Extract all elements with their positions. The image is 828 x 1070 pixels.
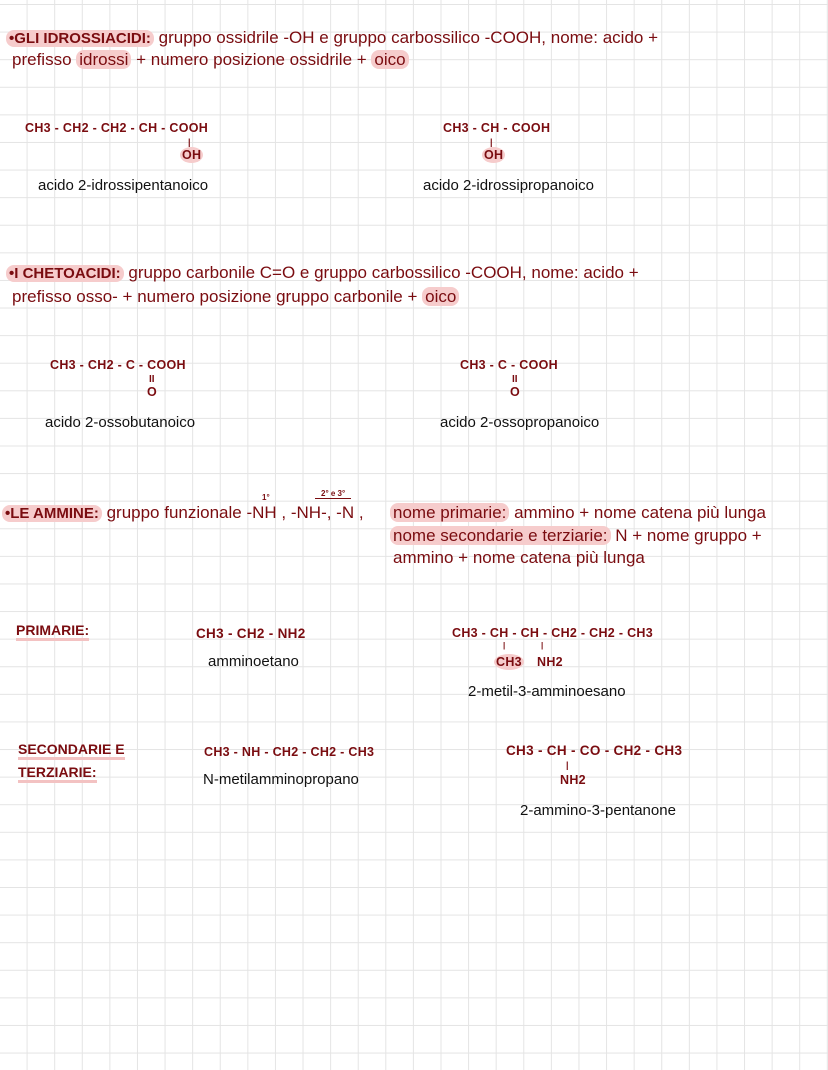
secondary-tertiary-mark: 2° e 3° — [315, 489, 351, 499]
bond-line: | — [541, 641, 544, 650]
section-title: •LE AMMINE: — [2, 505, 102, 522]
compound-name: 2-metil-3-amminoesano — [468, 683, 626, 700]
formula-substituent: O — [510, 385, 521, 399]
idrossiacidi-heading-line2 — [12, 50, 409, 70]
compound-name: acido 2-idrossipentanoico — [38, 177, 209, 194]
compound-name: acido 2-ossopropanoico — [440, 414, 600, 431]
formula-substituent — [482, 148, 505, 162]
formula-substituent: O — [147, 385, 158, 399]
ammine-rule-1 — [390, 503, 766, 523]
ammine-heading — [2, 503, 364, 523]
compound-name: acido 2-idrossipropanoico — [423, 177, 594, 194]
compound-name: 2-ammino-3-pentanone — [520, 802, 676, 819]
heading-text: prefisso — [12, 50, 77, 69]
substituent: OH — [182, 148, 202, 162]
ammine-rule-2 — [390, 526, 762, 546]
double-bond: II — [512, 374, 518, 385]
formula-chain: CH3 - CH2 - NH2 — [196, 626, 306, 641]
rule-text: N + nome gruppo + — [610, 526, 762, 545]
formula-chain: CH3 - CH - COOH — [443, 121, 551, 135]
formula-chain: CH3 - CH - CO - CH2 - CH3 — [506, 743, 683, 758]
secondarie-label-line1: SECONDARIE E — [18, 741, 125, 760]
chetoacidi-heading — [6, 263, 639, 283]
bond-line: | — [490, 137, 493, 147]
bond-line: | — [503, 641, 506, 650]
heading-text: prefisso osso- + numero posizione gruppo carbonile + — [12, 287, 423, 306]
heading-text: gruppo carbonile C=O e gruppo carbossilico -COOH, nome: acido + — [123, 263, 639, 282]
formula-substituent: NH2 — [560, 773, 586, 787]
formula-chain: CH3 - CH2 - CH2 - CH - COOH — [25, 121, 209, 135]
compound-name: amminoetano — [208, 653, 299, 670]
formula-chain: CH3 - C - COOH — [460, 358, 558, 372]
section-title: •I CHETOACIDI: — [6, 265, 124, 282]
heading-text: + numero posizione ossidrile + — [131, 50, 372, 69]
formula-substituent: NH2 — [537, 655, 563, 669]
formula-chain: CH3 - CH2 - C - COOH — [50, 358, 186, 372]
substituent: OH — [484, 148, 504, 162]
compound-name: N-metilamminopropano — [203, 771, 359, 788]
highlight-text: idrossi — [76, 50, 131, 69]
bond-line: | — [188, 137, 191, 147]
substituent: CH3 — [496, 655, 522, 669]
secondarie-label-line2: TERZIARIE: — [18, 764, 97, 783]
double-bond: II — [149, 374, 155, 385]
heading-text: gruppo funzionale -NH , -NH-, -N , — [101, 503, 364, 522]
primary-mark: 1° — [262, 493, 270, 502]
highlight-text: nome primarie: — [390, 503, 509, 522]
formula-chain: CH3 - CH - CH - CH2 - CH2 - CH3 — [452, 626, 653, 640]
chetoacidi-heading-line2 — [12, 287, 459, 307]
compound-name: acido 2-ossobutanoico — [45, 414, 196, 431]
highlight-text: oico — [371, 50, 408, 69]
idrossiacidi-heading — [6, 28, 658, 48]
bond-line: | — [566, 760, 569, 770]
section-title: •GLI IDROSSIACIDI: — [6, 30, 154, 47]
formula-substituent — [494, 655, 524, 669]
formula-substituent — [180, 148, 203, 162]
formula-chain: CH3 - NH - CH2 - CH2 - CH3 — [204, 745, 375, 759]
highlight-text: oico — [422, 287, 459, 306]
primarie-label: PRIMARIE: — [16, 622, 89, 641]
rule-text: ammino + nome catena più lunga — [509, 503, 766, 522]
ammine-rule-3: ammino + nome catena più lunga — [393, 548, 645, 567]
heading-text: gruppo ossidrile -OH e gruppo carbossilico -COOH, nome: acido + — [153, 28, 659, 47]
highlight-text: nome secondarie e terziarie: — [390, 526, 611, 545]
